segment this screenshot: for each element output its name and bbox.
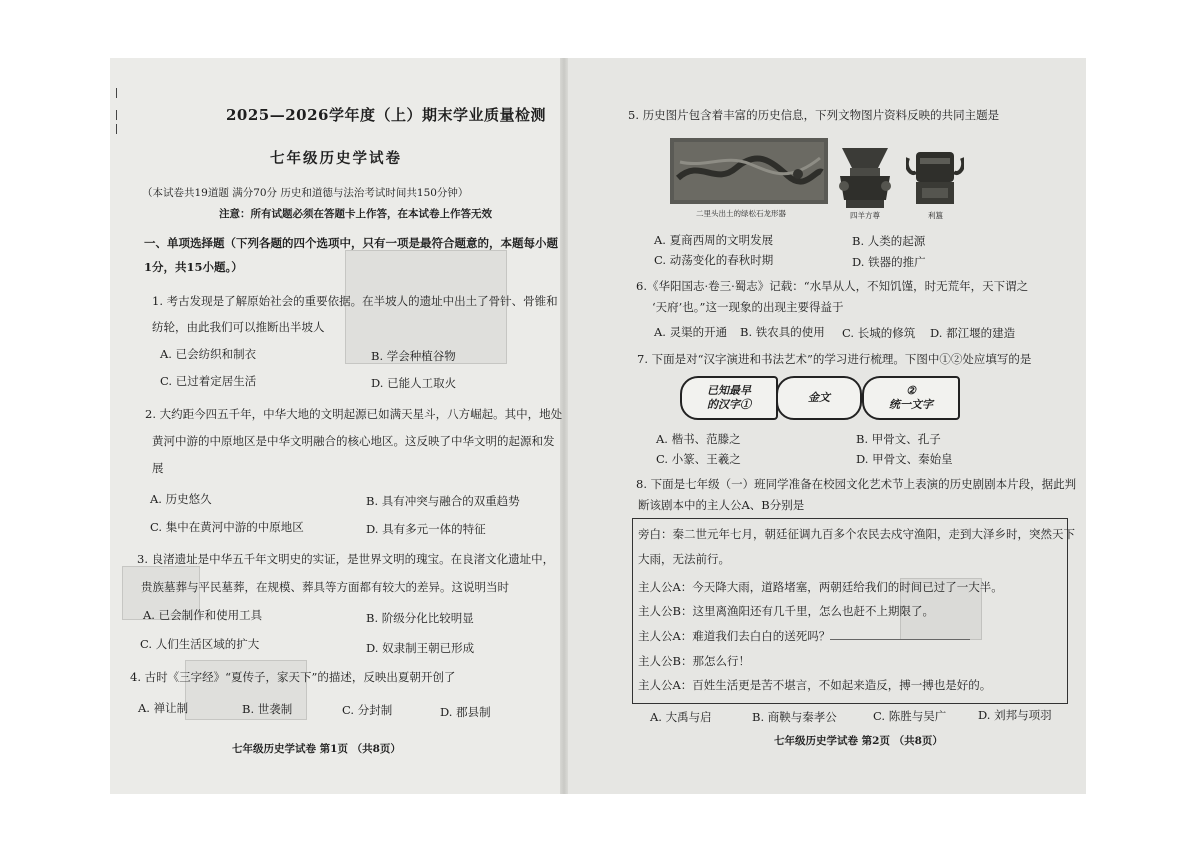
- four-ram-zun-caption: 四羊方尊: [850, 211, 880, 220]
- q3-option-b: B. 阶级分化比较明显: [366, 611, 474, 625]
- q7-flow-box-1: [680, 376, 778, 420]
- page-fold: [560, 58, 568, 794]
- script-line-a1: 主人公A：今天降大雨，道路堵塞，两朝廷给我们的时间已过了一大半。: [638, 580, 1003, 594]
- script-underline: [830, 639, 970, 640]
- script-line-a2: 主人公A：难道我们去白白的送死吗？: [638, 629, 831, 643]
- q8-option-a: A. 大禹与启: [650, 710, 712, 724]
- left-page-footer: 七年级历史学试卷 第1页 （共8页）: [232, 743, 401, 755]
- q4-option-d: D. 郡县制: [440, 705, 491, 719]
- q3-option-c: C. 人们生活区域的扩大: [140, 637, 260, 651]
- q4-option-c: C. 分封制: [342, 703, 393, 717]
- q7-flow-box-3: [862, 376, 960, 420]
- q6-stem-cont: ‘天府’也。”这一现象的出现主要得益于: [652, 300, 844, 314]
- q7-option-a: A. 楷书、范滕之: [656, 432, 741, 446]
- li-gui-image: [906, 146, 964, 208]
- q7-option-c: C. 小篆、王羲之: [656, 452, 741, 466]
- q2-option-a: A. 历史悠久: [150, 492, 212, 506]
- q8-option-b: B. 商鞅与秦孝公: [752, 710, 837, 724]
- script-line-b1: 主人公B：这里离渔阳还有几千里，怎么也赶不上期限了。: [638, 604, 934, 618]
- script-narration-cont: 大雨，无法前行。: [638, 552, 730, 566]
- q3-option-d: D. 奴隶制王朝已形成: [366, 641, 475, 655]
- q1-option-c: C. 已过着定居生活: [160, 374, 257, 388]
- q7-flow-box-2: [776, 376, 862, 420]
- turquoise-dragon-caption: 二里头出土的绿松石龙形器: [696, 209, 786, 218]
- q5-option-b: B. 人类的起源: [852, 234, 926, 248]
- q3-option-a: A. 已会制作和使用工具: [143, 608, 263, 622]
- q4-option-b: B. 世袭制: [242, 702, 293, 716]
- margin-dash: [116, 124, 117, 134]
- q5-option-a: A. 夏商西周的文明发展: [654, 233, 774, 247]
- exam-subtitle: 七年级历史学试卷: [270, 150, 402, 167]
- four-ram-zun-image: [834, 144, 896, 210]
- section-heading-cont: 1分，共15小题。）: [144, 260, 243, 274]
- q6-option-d: D. 都江堰的建造: [930, 326, 1016, 340]
- q1-option-a: A. 已会纺织和制衣: [160, 347, 257, 361]
- margin-dash: [116, 110, 117, 120]
- script-narration: 旁白：秦二世元年七月，朝廷征调九百多个农民去戍守渔阳，走到大泽乡时，突然天下: [638, 527, 1075, 541]
- q2-stem-cont: 黄河中游的中原地区是中华文明融合的核心地区。这反映了中华文明的起源和发: [152, 434, 555, 448]
- q7-flow-box-1-text: 已知最早 的汉字①: [707, 384, 751, 411]
- turquoise-dragon-image: [670, 138, 828, 204]
- q7-option-b: B. 甲骨文、孔子: [856, 432, 941, 446]
- q7-flow-box-2-text: 金文: [808, 391, 830, 404]
- q8-option-c: C. 陈胜与吴广: [873, 709, 947, 723]
- q4-option-a: A. 禅让制: [138, 701, 189, 715]
- q3-stem-cont: 贵族墓葬与平民墓葬，在规模、葬具等方面都有较大的差异。这说明当时: [141, 580, 509, 594]
- q7-flow-box-3-text: ② 统一文字: [889, 384, 933, 411]
- right-page-footer: 七年级历史学试卷 第2页 （共8页）: [774, 735, 943, 747]
- q7-stem: 7. 下面是对“汉字演进和书法艺术”的学习进行梳理。下图中①②处应填写的是: [637, 352, 1032, 366]
- q4-stem: 4. 古时《三字经》“夏传子，家天下”的描述，反映出夏朝开创了: [130, 670, 456, 684]
- q2-option-c: C. 集中在黄河中游的中原地区: [150, 520, 304, 534]
- q5-stem: 5. 历史图片包含着丰富的历史信息，下列文物图片资料反映的共同主题是: [628, 108, 1000, 122]
- q6-option-c: C. 长城的修筑: [842, 326, 916, 340]
- q2-option-d: D. 具有多元一体的特征: [366, 522, 486, 536]
- q1-option-b: B. 学会种植谷物: [371, 349, 456, 363]
- exam-notice: 注意：所有试题必须在答题卡上作答，在本试卷上作答无效: [219, 208, 492, 220]
- q5-option-c: C. 动荡变化的春秋时期: [654, 253, 774, 267]
- q8-stem-cont: 断该剧本中的主人公A、B分别是: [638, 498, 805, 512]
- q3-stem: 3. 良渚遗址是中华五千年文明史的实证，是世界文明的瑰宝。在良渚文化遗址中，: [137, 552, 555, 566]
- q1-stem-cont: 纺轮，由此我们可以推断出半坡人: [152, 320, 325, 334]
- margin-dash: [116, 88, 117, 98]
- li-gui-caption: 利簋: [928, 211, 943, 220]
- q6-option-a: A. 灵渠的开通: [654, 325, 728, 339]
- q2-option-b: B. 具有冲突与融合的双重趋势: [366, 494, 520, 508]
- q1-stem: 1. 考古发现是了解原始社会的重要依据。在半坡人的遗址中出土了骨针、骨锥和: [152, 294, 558, 308]
- q2-stem-end: 展: [152, 461, 164, 475]
- script-line-b2: 主人公B：那怎么行！: [638, 654, 750, 668]
- exam-info: （本试卷共19道题 满分70分 历史和道德与法治考试时间共150分钟）: [142, 187, 469, 199]
- q6-stem: 6.《华阳国志·卷三·蜀志》记载：“水旱从人，不知饥馑，时无荒年，天下谓之: [636, 279, 1029, 293]
- section-heading: 一、单项选择题（下列各题的四个选项中，只有一项是最符合题意的，本题每小题: [144, 236, 558, 250]
- q1-option-d: D. 已能人工取火: [371, 376, 457, 390]
- q2-stem: 2. 大约距今四五千年，中华大地的文明起源已如满天星斗，八方崛起。其中，地处: [145, 407, 563, 421]
- q7-option-d: D. 甲骨文、秦始皇: [856, 452, 953, 466]
- exam-title: 2025—2026学年度（上）期末学业质量检测: [226, 106, 546, 124]
- q8-stem: 8. 下面是七年级（一）班同学准备在校园文化艺术节上表演的历史剧剧本片段，据此判: [636, 477, 1077, 491]
- q5-option-d: D. 铁器的推广: [852, 255, 926, 269]
- q6-option-b: B. 铁农具的使用: [740, 325, 825, 339]
- script-line-a3: 主人公A：百姓生活更是苦不堪言，不如起来造反，搏一搏也是好的。: [638, 678, 992, 692]
- q8-option-d: D. 刘邦与项羽: [978, 708, 1052, 722]
